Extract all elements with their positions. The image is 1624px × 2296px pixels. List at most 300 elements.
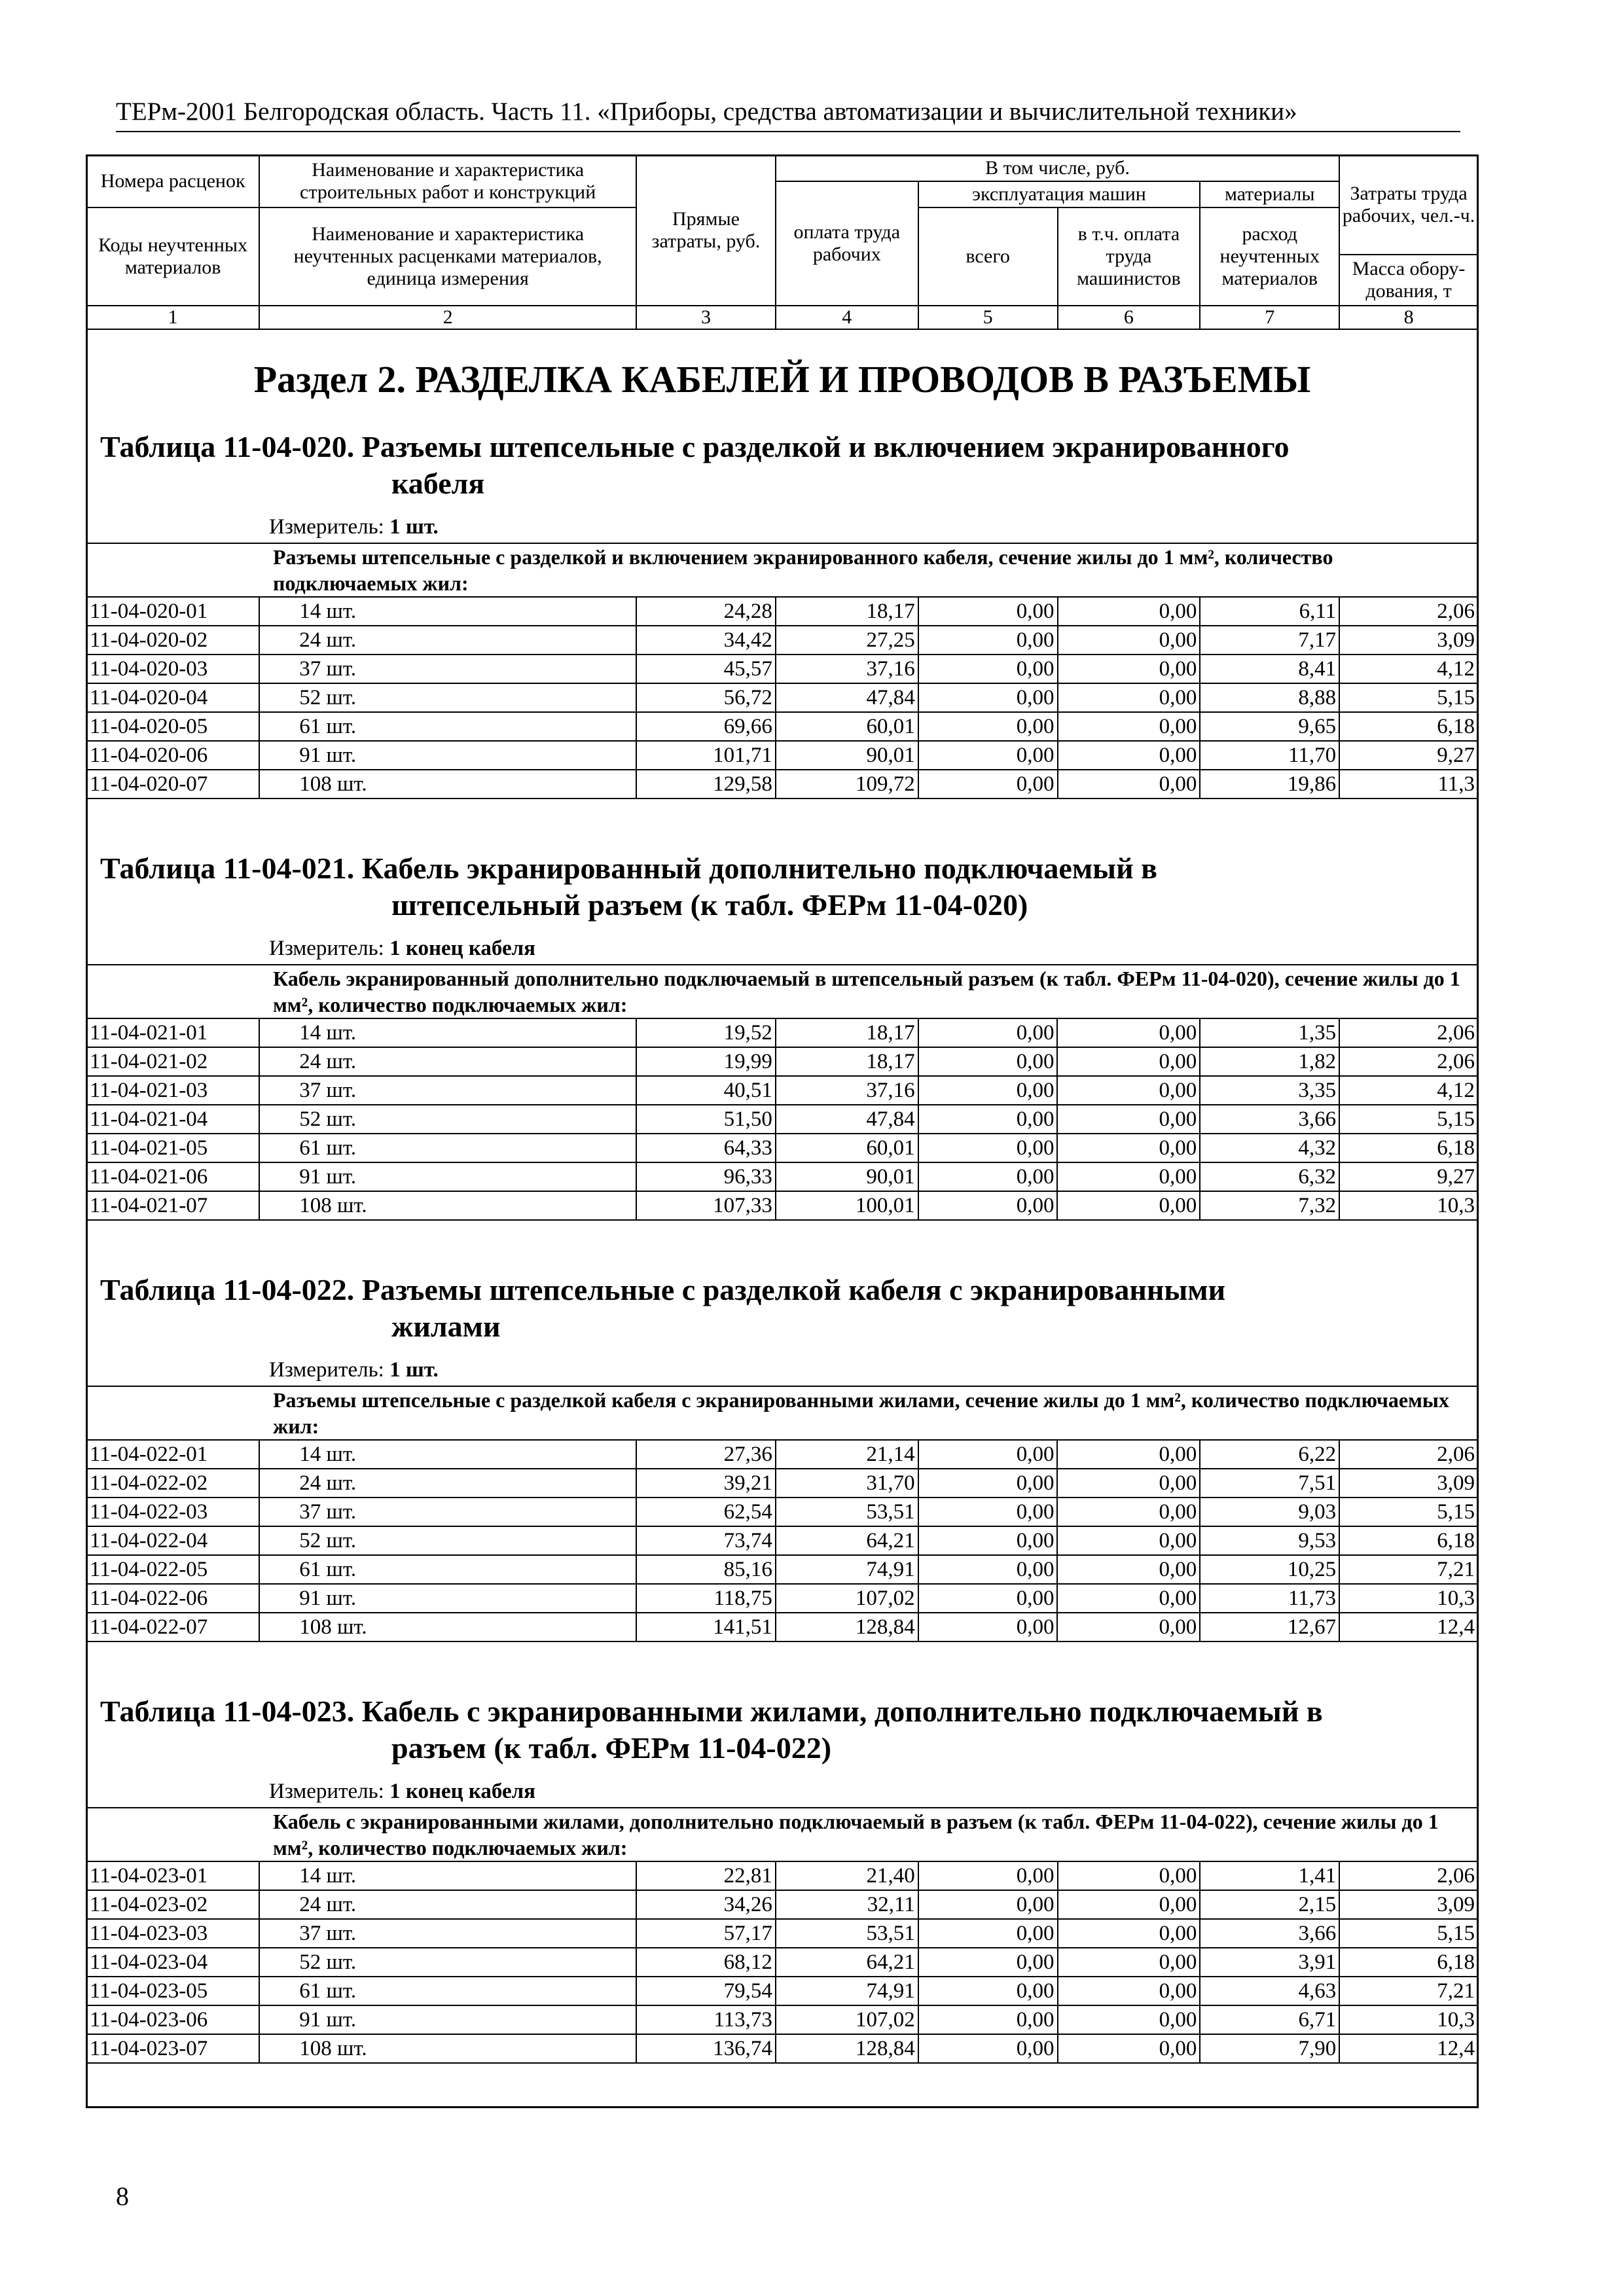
header-materials: материалы [1200, 181, 1339, 207]
worker-pay-cell: 37,16 [776, 1076, 918, 1105]
rate-code-cell: 11-04-020-07 [86, 770, 259, 798]
direct-costs-cell: 40,51 [636, 1076, 776, 1105]
machines-total-cell: 0,00 [918, 1018, 1058, 1047]
machinist-pay-cell: 0,00 [1058, 1861, 1200, 1890]
item-name-cell: 52 шт. [259, 683, 636, 712]
rate-code-cell: 11-04-021-04 [86, 1105, 259, 1134]
table-row [86, 1861, 1478, 1890]
labor-costs-cell: 12,4 [1339, 1613, 1478, 1641]
column-number: 7 [1200, 306, 1339, 329]
machines-total-cell: 0,00 [918, 1191, 1058, 1220]
rate-code-cell: 11-04-022-03 [86, 1498, 259, 1526]
item-name-cell: 52 шт. [259, 1526, 636, 1555]
material-consumption-cell: 19,86 [1200, 770, 1339, 798]
machinist-pay-cell: 0,00 [1057, 1047, 1200, 1076]
machinist-pay-cell: 0,00 [1058, 1948, 1200, 1977]
rate-code-cell: 11-04-021-02 [86, 1047, 259, 1076]
material-consumption-cell: 1,82 [1200, 1047, 1339, 1076]
item-name-cell: 52 шт. [259, 1948, 636, 1977]
group-description-row [86, 965, 1478, 1018]
table-row [86, 1105, 1478, 1134]
table-title-line: жилами [391, 1310, 501, 1343]
labor-costs-cell: 6,18 [1339, 1134, 1478, 1162]
column-number: 1 [86, 306, 259, 329]
machinist-pay-cell: 0,00 [1058, 2005, 1200, 2034]
table-title-line: Таблица 11-04-020. Разъемы штепсельные с разделкой и включением экранированного [100, 430, 1290, 463]
labor-costs-cell: 6,18 [1339, 1948, 1478, 1977]
labor-costs-cell: 2,06 [1339, 1861, 1478, 1890]
machines-total-cell: 0,00 [918, 1469, 1058, 1498]
labor-costs-cell: 2,06 [1339, 1018, 1478, 1047]
worker-pay-cell: 21,40 [776, 1861, 918, 1890]
header-labor-costs: Затраты труда рабочих, чел.-ч. [1339, 155, 1478, 255]
header-material-names: Наименование и характеристика неучтенных расценками материалов, единица измерения [259, 207, 636, 306]
direct-costs-cell: 73,74 [636, 1526, 776, 1555]
document-body [86, 344, 1479, 2064]
item-name-cell: 14 шт. [259, 1018, 636, 1047]
machinist-pay-cell: 0,00 [1057, 1162, 1200, 1191]
machinist-pay-cell: 0,00 [1057, 1134, 1200, 1162]
machinist-pay-cell: 0,00 [1057, 1526, 1200, 1555]
item-name-cell: 61 шт. [259, 1134, 636, 1162]
table-row [86, 1890, 1478, 1919]
material-consumption-cell: 4,63 [1200, 1977, 1339, 2005]
item-name-cell: 37 шт. [259, 1498, 636, 1526]
direct-costs-cell: 85,16 [636, 1555, 776, 1584]
item-name-cell: 91 шт. [259, 741, 636, 770]
item-name-cell: 14 шт. [259, 1440, 636, 1469]
table-row [86, 1440, 1478, 1469]
table-title-line: разъем (к табл. ФЕРм 11-04-022) [391, 1731, 832, 1765]
material-consumption-cell: 3,91 [1200, 1948, 1339, 1977]
rate-code-cell: 11-04-020-05 [86, 712, 259, 741]
labor-costs-cell: 5,15 [1339, 1498, 1478, 1526]
table-row [86, 1018, 1478, 1047]
item-name-cell: 37 шт. [259, 655, 636, 683]
material-consumption-cell: 11,70 [1200, 741, 1339, 770]
labor-costs-cell: 10,3 [1339, 2005, 1478, 2034]
header-work-name: Наименование и характеристика строительных работ и конструкций [259, 155, 636, 207]
material-consumption-cell: 2,15 [1200, 1890, 1339, 1919]
direct-costs-cell: 96,33 [636, 1162, 776, 1191]
unit-value: 1 шт. [389, 1358, 439, 1382]
rate-code-cell: 11-04-022-06 [86, 1584, 259, 1613]
material-consumption-cell: 3,66 [1200, 1105, 1339, 1134]
machines-total-cell: 0,00 [918, 1047, 1058, 1076]
material-consumption-cell: 9,53 [1200, 1526, 1339, 1555]
material-consumption-cell: 6,11 [1200, 597, 1339, 626]
worker-pay-cell: 21,14 [776, 1440, 918, 1469]
machinist-pay-cell: 0,00 [1058, 1919, 1200, 1948]
material-consumption-cell: 6,32 [1200, 1162, 1339, 1191]
worker-pay-cell: 60,01 [776, 1134, 918, 1162]
rate-code-cell: 11-04-022-01 [86, 1440, 259, 1469]
unit-of-measure [86, 1776, 1479, 1807]
group-description: Разъемы штепсельные с разделкой кабеля с экранированными жилами, сечение жилы до 1 мм², количество подключаемых жил: [86, 1386, 1478, 1440]
direct-costs-cell: 141,51 [636, 1613, 776, 1641]
rate-code-cell: 11-04-021-03 [86, 1076, 259, 1105]
column-number: 5 [918, 306, 1058, 329]
worker-pay-cell: 90,01 [776, 1162, 918, 1191]
worker-pay-cell: 47,84 [776, 683, 918, 712]
material-consumption-cell: 6,71 [1200, 2005, 1339, 2034]
table-row [86, 712, 1478, 741]
unit-label: Измеритель: [269, 1780, 384, 1803]
price-table-block [86, 416, 1479, 799]
material-consumption-cell: 10,25 [1200, 1555, 1339, 1584]
item-name-cell: 14 шт. [259, 597, 636, 626]
labor-costs-cell: 7,21 [1339, 1555, 1478, 1584]
machines-total-cell: 0,00 [918, 1977, 1058, 2005]
direct-costs-cell: 107,33 [636, 1191, 776, 1220]
rate-code-cell: 11-04-023-06 [86, 2005, 259, 2034]
rate-code-cell: 11-04-023-03 [86, 1919, 259, 1948]
column-header-table [86, 154, 1479, 330]
labor-costs-cell: 4,12 [1339, 1076, 1478, 1105]
table-row [86, 1613, 1478, 1641]
machinist-pay-cell: 0,00 [1057, 1191, 1200, 1220]
labor-costs-cell: 10,3 [1339, 1584, 1478, 1613]
unit-label: Измеритель: [269, 515, 384, 539]
worker-pay-cell: 90,01 [776, 741, 918, 770]
price-table-block [86, 1259, 1479, 1642]
machinist-pay-cell: 0,00 [1058, 626, 1200, 655]
machinist-pay-cell: 0,00 [1058, 597, 1200, 626]
labor-costs-cell: 7,21 [1339, 1977, 1478, 2005]
labor-costs-cell: 6,18 [1339, 712, 1478, 741]
table-row [86, 1919, 1478, 1948]
machines-total-cell: 0,00 [918, 626, 1058, 655]
page-number: 8 [116, 2181, 129, 2211]
labor-costs-cell: 10,3 [1339, 1191, 1478, 1220]
labor-costs-cell: 2,06 [1339, 1440, 1478, 1469]
header-including: В том числе, руб. [776, 155, 1339, 181]
direct-costs-cell: 64,33 [636, 1134, 776, 1162]
table-gap [86, 1642, 1479, 1680]
column-number: 4 [776, 306, 918, 329]
machines-total-cell: 0,00 [918, 741, 1058, 770]
worker-pay-cell: 128,84 [776, 1613, 918, 1641]
direct-costs-cell: 34,26 [636, 1890, 776, 1919]
table-title-line: Таблица 11-04-022. Разъемы штепсельные с разделкой кабеля с экранированными [100, 1273, 1226, 1306]
labor-costs-cell: 2,06 [1339, 597, 1478, 626]
column-number: 2 [259, 306, 636, 329]
table-row [86, 770, 1478, 798]
table-row [86, 741, 1478, 770]
item-name-cell: 24 шт. [259, 626, 636, 655]
header-machine-operation: эксплуатация машин [918, 181, 1200, 207]
material-consumption-cell: 8,88 [1200, 683, 1339, 712]
item-name-cell: 24 шт. [259, 1047, 636, 1076]
machinist-pay-cell: 0,00 [1058, 2034, 1200, 2063]
direct-costs-cell: 62,54 [636, 1498, 776, 1526]
rate-code-cell: 11-04-023-02 [86, 1890, 259, 1919]
direct-costs-cell: 57,17 [636, 1919, 776, 1948]
item-name-cell: 37 шт. [259, 1919, 636, 1948]
material-consumption-cell: 7,32 [1200, 1191, 1339, 1220]
rate-code-cell: 11-04-023-07 [86, 2034, 259, 2063]
machines-total-cell: 0,00 [918, 1134, 1058, 1162]
rates-table [86, 964, 1479, 1221]
table-row [86, 1469, 1478, 1498]
item-name-cell: 24 шт. [259, 1469, 636, 1498]
table-row [86, 655, 1478, 683]
unit-of-measure [86, 1354, 1479, 1386]
labor-costs-cell: 5,15 [1339, 683, 1478, 712]
worker-pay-cell: 27,25 [776, 626, 918, 655]
machines-total-cell: 0,00 [918, 1105, 1058, 1134]
machines-total-cell: 0,00 [918, 1076, 1058, 1105]
labor-costs-cell: 3,09 [1339, 626, 1478, 655]
table-row [86, 1977, 1478, 2005]
worker-pay-cell: 31,70 [776, 1469, 918, 1498]
machinist-pay-cell: 0,00 [1057, 1555, 1200, 1584]
rate-code-cell: 11-04-021-07 [86, 1191, 259, 1220]
item-name-cell: 61 шт. [259, 1555, 636, 1584]
group-description: Кабель с экранированными жилами, дополнительно подключаемый в разъем (к табл. ФЕРм 11-04-022), сечение жилы до 1 мм², количество подключаемых жил: [86, 1808, 1478, 1861]
group-description-row [86, 543, 1478, 597]
machinist-pay-cell: 0,00 [1058, 683, 1200, 712]
direct-costs-cell: 69,66 [636, 712, 776, 741]
machines-total-cell: 0,00 [918, 2005, 1058, 2034]
machinist-pay-cell: 0,00 [1058, 1890, 1200, 1919]
direct-costs-cell: 118,75 [636, 1584, 776, 1613]
table-row [86, 1498, 1478, 1526]
rate-code-cell: 11-04-020-04 [86, 683, 259, 712]
unit-of-measure [86, 511, 1479, 543]
direct-costs-cell: 19,52 [636, 1018, 776, 1047]
machines-total-cell: 0,00 [918, 712, 1058, 741]
direct-costs-cell: 19,99 [636, 1047, 776, 1076]
direct-costs-cell: 24,28 [636, 597, 776, 626]
table-row [86, 2005, 1478, 2034]
machines-total-cell: 0,00 [918, 1861, 1058, 1890]
unit-of-measure [86, 933, 1479, 964]
direct-costs-cell: 136,74 [636, 2034, 776, 2063]
direct-costs-cell: 113,73 [636, 2005, 776, 2034]
labor-costs-cell: 6,18 [1339, 1526, 1478, 1555]
worker-pay-cell: 32,11 [776, 1890, 918, 1919]
material-consumption-cell: 3,66 [1200, 1919, 1339, 1948]
worker-pay-cell: 18,17 [776, 1018, 918, 1047]
material-consumption-cell: 1,41 [1200, 1861, 1339, 1890]
worker-pay-cell: 53,51 [776, 1919, 918, 1948]
worker-pay-cell: 53,51 [776, 1498, 918, 1526]
direct-costs-cell: 56,72 [636, 683, 776, 712]
machinist-pay-cell: 0,00 [1058, 770, 1200, 798]
machines-total-cell: 0,00 [918, 1948, 1058, 1977]
table-row [86, 1134, 1478, 1162]
item-name-cell: 24 шт. [259, 1890, 636, 1919]
rate-code-cell: 11-04-020-03 [86, 655, 259, 683]
table-row [86, 1555, 1478, 1584]
unit-value: 1 конец кабеля [389, 937, 535, 960]
material-consumption-cell: 9,65 [1200, 712, 1339, 741]
material-consumption-cell: 4,32 [1200, 1134, 1339, 1162]
item-name-cell: 91 шт. [259, 1162, 636, 1191]
material-consumption-cell: 7,51 [1200, 1469, 1339, 1498]
machinist-pay-cell: 0,00 [1057, 1613, 1200, 1641]
machines-total-cell: 0,00 [918, 1498, 1058, 1526]
machines-total-cell: 0,00 [918, 1555, 1058, 1584]
rate-code-cell: 11-04-023-05 [86, 1977, 259, 2005]
column-number: 6 [1058, 306, 1200, 329]
unit-value: 1 конец кабеля [389, 1780, 535, 1803]
labor-costs-cell: 12,4 [1339, 2034, 1478, 2063]
labor-costs-cell: 3,09 [1339, 1469, 1478, 1498]
table-row [86, 683, 1478, 712]
table-row [86, 1191, 1478, 1220]
machines-total-cell: 0,00 [918, 1162, 1058, 1191]
table-row [86, 1948, 1478, 1977]
worker-pay-cell: 64,21 [776, 1948, 918, 1977]
header-machinist-pay: в т.ч. оплата труда машинистов [1058, 207, 1200, 306]
column-number: 3 [636, 306, 776, 329]
labor-costs-cell: 3,09 [1339, 1890, 1478, 1919]
worker-pay-cell: 100,01 [776, 1191, 918, 1220]
machinist-pay-cell: 0,00 [1057, 1498, 1200, 1526]
worker-pay-cell: 47,84 [776, 1105, 918, 1134]
table-title-line: кабеля [391, 467, 485, 500]
table-row [86, 1584, 1478, 1613]
material-consumption-cell: 8,41 [1200, 655, 1339, 683]
table-title-line: штепсельный разъем (к табл. ФЕРм 11-04-020) [391, 888, 1028, 922]
table-gap [86, 1221, 1479, 1259]
machines-total-cell: 0,00 [918, 655, 1058, 683]
rate-code-cell: 11-04-020-06 [86, 741, 259, 770]
worker-pay-cell: 109,72 [776, 770, 918, 798]
direct-costs-cell: 79,54 [636, 1977, 776, 2005]
header-worker-pay: оплата труда рабочих [776, 181, 918, 306]
table-gap [86, 799, 1479, 837]
group-description-row [86, 1808, 1478, 1861]
item-name-cell: 14 шт. [259, 1861, 636, 1890]
worker-pay-cell: 60,01 [776, 712, 918, 741]
rate-code-cell: 11-04-020-01 [86, 597, 259, 626]
group-description: Разъемы штепсельные с разделкой и включением экранированного кабеля, сечение жилы до 1 мм², количество подключаемых жил: [86, 543, 1478, 597]
rate-code-cell: 11-04-022-04 [86, 1526, 259, 1555]
header-material-codes: Коды неучтенных материалов [86, 207, 259, 306]
item-name-cell: 108 шт. [259, 1613, 636, 1641]
table-row [86, 1076, 1478, 1105]
machines-total-cell: 0,00 [918, 683, 1058, 712]
table-row [86, 1526, 1478, 1555]
worker-pay-cell: 74,91 [776, 1555, 918, 1584]
worker-pay-cell: 64,21 [776, 1526, 918, 1555]
worker-pay-cell: 74,91 [776, 1977, 918, 2005]
unit-value: 1 шт. [389, 515, 439, 539]
item-name-cell: 91 шт. [259, 2005, 636, 2034]
header-direct-costs: Прямые затраты, руб. [636, 155, 776, 306]
section-title: Раздел 2. РАЗДЕЛКА КАБЕЛЕЙ И ПРОВОДОВ В РАЗЪЕМЫ [253, 358, 1311, 401]
rates-table [86, 1807, 1479, 2064]
machinist-pay-cell: 0,00 [1057, 1105, 1200, 1134]
worker-pay-cell: 37,16 [776, 655, 918, 683]
table-row [86, 597, 1478, 626]
direct-costs-cell: 34,42 [636, 626, 776, 655]
machinist-pay-cell: 0,00 [1057, 1584, 1200, 1613]
rate-code-cell: 11-04-022-07 [86, 1613, 259, 1641]
labor-costs-cell: 5,15 [1339, 1105, 1478, 1134]
unit-label: Измеритель: [269, 937, 384, 960]
machines-total-cell: 0,00 [918, 770, 1058, 798]
machinist-pay-cell: 0,00 [1057, 1469, 1200, 1498]
direct-costs-cell: 39,21 [636, 1469, 776, 1498]
item-name-cell: 37 шт. [259, 1076, 636, 1105]
machinist-pay-cell: 0,00 [1058, 741, 1200, 770]
direct-costs-cell: 27,36 [636, 1440, 776, 1469]
header-rate-numbers: Номера расценок [86, 155, 259, 207]
group-description-row [86, 1386, 1478, 1440]
header-machines-total: всего [918, 207, 1058, 306]
machines-total-cell: 0,00 [918, 597, 1058, 626]
direct-costs-cell: 51,50 [636, 1105, 776, 1134]
table-row [86, 2034, 1478, 2063]
table-row [86, 1047, 1478, 1076]
direct-costs-cell: 101,71 [636, 741, 776, 770]
material-consumption-cell: 7,90 [1200, 2034, 1339, 2063]
item-name-cell: 91 шт. [259, 1584, 636, 1613]
machines-total-cell: 0,00 [918, 1584, 1058, 1613]
item-name-cell: 108 шт. [259, 2034, 636, 2063]
direct-costs-cell: 22,81 [636, 1861, 776, 1890]
rate-code-cell: 11-04-021-05 [86, 1134, 259, 1162]
machinist-pay-cell: 0,00 [1058, 655, 1200, 683]
machines-total-cell: 0,00 [918, 1613, 1058, 1641]
table-title-line: Таблица 11-04-021. Кабель экранированный дополнительно подключаемый в [100, 852, 1157, 885]
labor-costs-cell: 2,06 [1339, 1047, 1478, 1076]
machinist-pay-cell: 0,00 [1057, 1076, 1200, 1105]
table-title [86, 416, 1479, 511]
material-consumption-cell: 11,73 [1200, 1584, 1339, 1613]
labor-costs-cell: 9,27 [1339, 741, 1478, 770]
machines-total-cell: 0,00 [918, 1919, 1058, 1948]
price-table-block [86, 1680, 1479, 2064]
machinist-pay-cell: 0,00 [1057, 1018, 1200, 1047]
unit-label: Измеритель: [269, 1358, 384, 1382]
machinist-pay-cell: 0,00 [1057, 1440, 1200, 1469]
item-name-cell: 52 шт. [259, 1105, 636, 1134]
direct-costs-cell: 68,12 [636, 1948, 776, 1977]
material-consumption-cell: 7,17 [1200, 626, 1339, 655]
worker-pay-cell: 18,17 [776, 597, 918, 626]
material-consumption-cell: 12,67 [1200, 1613, 1339, 1641]
table-title [86, 1259, 1479, 1354]
table-title [86, 837, 1479, 933]
rate-code-cell: 11-04-023-04 [86, 1948, 259, 1977]
page-header: ТЕРм-2001 Белгородская область. Часть 11. «Приборы, средства автоматизации и вычислительной техники» [116, 97, 1460, 132]
rate-code-cell: 11-04-020-02 [86, 626, 259, 655]
rate-code-cell: 11-04-022-02 [86, 1469, 259, 1498]
rates-table [86, 1386, 1479, 1642]
direct-costs-cell: 129,58 [636, 770, 776, 798]
machines-total-cell: 0,00 [918, 1440, 1058, 1469]
column-header-block [86, 154, 1479, 330]
table-title-line: Таблица 11-04-023. Кабель с экранированными жилами, дополнительно подключаемый в [100, 1695, 1323, 1728]
header-equipment-mass: Масса обору-дования, т [1339, 255, 1478, 306]
rate-code-cell: 11-04-023-01 [86, 1861, 259, 1890]
rate-code-cell: 11-04-022-05 [86, 1555, 259, 1584]
labor-costs-cell: 9,27 [1339, 1162, 1478, 1191]
labor-costs-cell: 11,3 [1339, 770, 1478, 798]
labor-costs-cell: 5,15 [1339, 1919, 1478, 1948]
table-title [86, 1680, 1479, 1776]
machines-total-cell: 0,00 [918, 1526, 1058, 1555]
table-row [86, 1162, 1478, 1191]
price-tables [86, 416, 1479, 2064]
worker-pay-cell: 107,02 [776, 1584, 918, 1613]
item-name-cell: 108 шт. [259, 1191, 636, 1220]
